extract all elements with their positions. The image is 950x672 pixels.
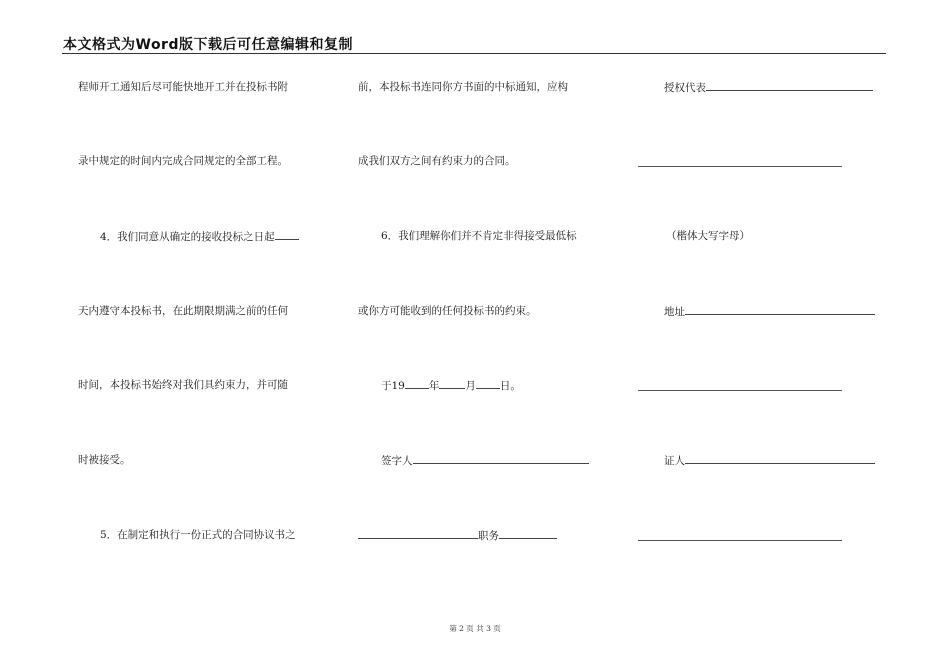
date-line — [381, 378, 521, 393]
blank-rule — [638, 540, 842, 541]
position-blank — [499, 528, 557, 539]
month-label: 月 — [465, 380, 476, 392]
text-line: （楷体大写字母） — [666, 230, 750, 242]
date-prefix: 于19 — [381, 380, 405, 392]
text-line: 时被接受。 — [78, 454, 131, 466]
text-line: 前，本投标书连同你方书面的中标通知，应构 — [358, 81, 568, 93]
text-line: 录中规定的时间内完成合同规定的全部工程。 — [78, 155, 288, 167]
address-label: 地址 — [664, 306, 685, 318]
day-label: 日。 — [499, 380, 521, 392]
representative-blank — [706, 80, 873, 91]
page-header-title: 本文格式为Word版下载后可任意编辑和复制 — [63, 37, 353, 53]
blank-rule — [638, 166, 842, 167]
page-number: 第 2 页 共 3 页 — [449, 624, 501, 633]
year-label: 年 — [428, 380, 440, 392]
text-line-with-blank — [100, 229, 299, 244]
fill-blank — [275, 229, 299, 240]
address-line — [664, 304, 875, 319]
text-line: 时间，本投标书始终对我们具约束力，并可随 — [78, 379, 288, 391]
text-line: 6．我们理解你们并不肯定非得接受最低标 — [381, 230, 577, 242]
month-blank — [439, 378, 465, 389]
witness-label: 证人 — [664, 455, 685, 467]
name-blank — [358, 528, 478, 539]
signatory-blank — [413, 453, 589, 464]
blank-rule — [638, 390, 842, 391]
representative-label: 授权代表 — [664, 82, 706, 94]
text-line: 程师开工通知后尽可能快地开工并在投标书附 — [78, 81, 288, 93]
witness-blank — [685, 453, 875, 464]
witness-line — [664, 453, 875, 468]
year-blank — [405, 378, 429, 389]
text-line: 成我们双方之间有约束力的合同。 — [358, 155, 516, 167]
text-line: 或你方可能收到的任何投标书的约束。 — [358, 305, 537, 317]
position-label: 职务 — [478, 530, 499, 542]
position-line — [358, 528, 557, 543]
signatory-label: 签字人 — [381, 455, 413, 467]
address-blank — [685, 304, 875, 315]
header-divider — [62, 53, 886, 54]
text-line: 5．在制定和执行一份正式的合同协议书之 — [100, 529, 296, 541]
text-line: 天内遵守本投标书，在此期限期满之前的任何 — [78, 305, 288, 317]
text-segment: 4．我们同意从确定的接收投标之日起 — [100, 231, 275, 243]
signature-line — [381, 453, 589, 468]
representative-line — [664, 80, 873, 95]
day-blank — [476, 378, 500, 389]
